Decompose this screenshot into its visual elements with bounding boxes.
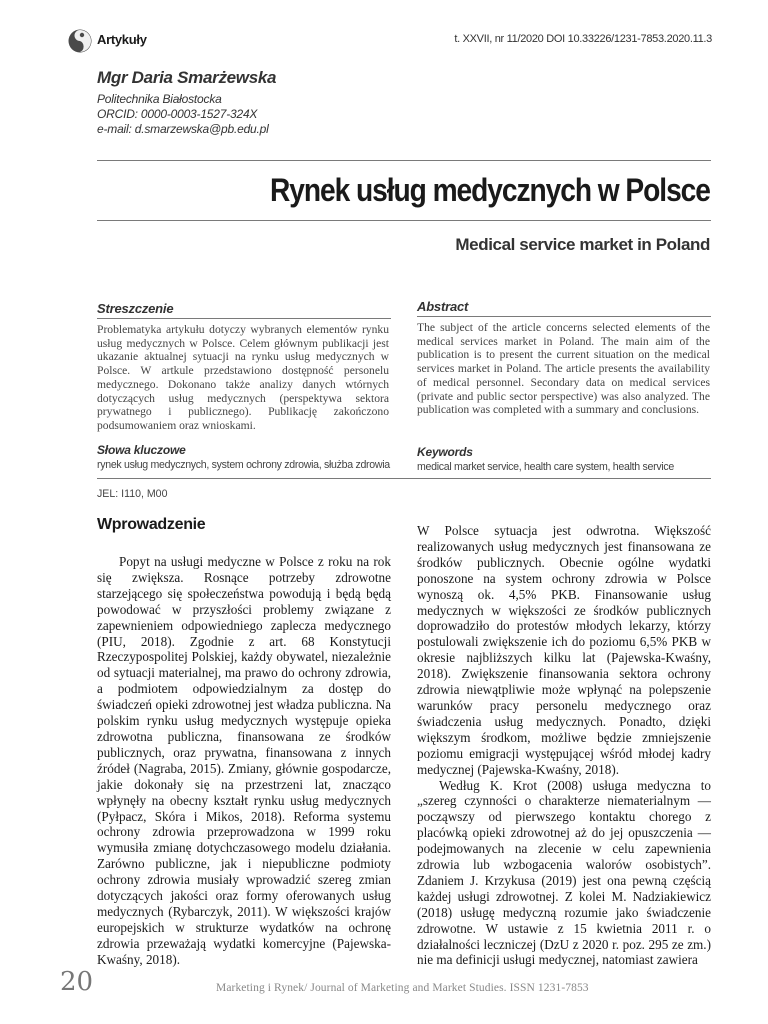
journal-footer: Marketing i Rynek/ Journal of Marketing and Market Studies. ISSN 1231-7853: [216, 982, 589, 994]
author-affiliation: Politechnika Białostocka: [97, 92, 222, 106]
issue-info: t. XXVII, nr 11/2020 DOI 10.33226/1231-7853.2020.11.3: [454, 33, 712, 45]
page-number: 20: [60, 967, 94, 997]
section-label: Artykuły: [97, 32, 147, 47]
divider-top: [97, 160, 711, 161]
summary-pl-heading: Streszczenie: [97, 301, 174, 316]
paragraph: Według K. Krot (2008) usługa medyczna to „szereg czynności o charakterze niematerialnym — począwszy od pierwszego kontaktu chorego z placówką opieki zdrowotnej aż do jej opuszczenia — podejmowanych na zlecenie w celu zapewnienia zdrowia lub wzbogacenia walorów osobistych”. Zdaniem J. Krzykusa (2019) jest ona pewną częścią każdej usługi zdrowotnej. Z kolei M. Nadziakiewicz (2018) usługę medyczną rozumie jako świadczenie zdrowotne. W ustawie z 15 kwietnia 2011 r. o działalności leczniczej (DzU z 2020 r. poz. 295 ze zm.) nie ma definicji usługi medycznej, natomiast zawiera: [417, 777, 711, 968]
body-column-left: [97, 554, 391, 968]
jel-codes: JEL: I110, M00: [97, 488, 168, 500]
author-name: Mgr Daria Smarżewska: [97, 68, 277, 87]
keywords-pl-heading: Słowa kluczowe: [97, 443, 186, 457]
keywords-pl-text: rynek usług medycznych, system ochrony zdrowia, służba zdrowia: [97, 459, 390, 471]
abstract-en-text: The subject of the article concerns selected elements of the medical services market in Poland. The main aim of the publication is to present the current situation on the medical services market in Poland. The article presents the availability of medical personnel. Secondary data on medical services (private and public sector perspective) was also analyzed. The publication was completed with a summary and conclusions.: [417, 321, 710, 417]
summary-pl-text: Problematyka artykułu dotyczy wybranych elementów rynku usług medycznych w Polsce. Celem głównym publikacji jest ukazanie aktualnej sytuacji na rynku usług medycznych w Polsce. W artkule przedstawiono dostępność personelu medycznego. Dokonano także analizy danych wtórnych dotyczących usług medycznych (perspektywa sektora prywatnego i publicznego). Publikację zakończono podsumowaniem oraz wnioskami.: [97, 323, 389, 432]
divider-abstract-en: [417, 316, 711, 317]
keywords-en-heading: Keywords: [417, 445, 473, 459]
abstract-en-heading: Abstract: [417, 299, 469, 314]
author-email: e-mail: d.smarzewska@pb.edu.pl: [97, 122, 269, 136]
body-column-right: [417, 523, 711, 968]
section-logo-icon: [68, 29, 92, 53]
article-title: Rynek usług medycznych w Polsce: [270, 172, 710, 208]
divider-title: [97, 220, 711, 221]
paragraph: W Polsce sytuacja jest odwrotna. Większość realizowanych usług medycznych jest finansowana ze środków publicznych. Obecnie ogólne wydatki ponoszone na system ochrony zdrowia w Polsce wynoszą ok. 4,5% PKB. Finansowanie usług medycznych w większości ze środków publicznych doprowadziło do protestów młodych lekarzy, którzy postulowali zwiększenie ich do poziomu 6,5% PKB w okresie najbliższych kilku lat (Pajewska-Kwaśny, 2018). Zwiększenie finansowania sektora ochrony zdrowia niewątpliwie może wpłynąć na polepszenie warunków pracy personelu medycznego oraz świadczenia usług medycznych. Ponadto, dzięki większym środkom, możliwe będzie zmniejszenie poziomu emigracji występującej wśród młodej kadry medycznej (Pajewska-Kwaśny, 2018).: [417, 523, 711, 777]
section-heading-intro: Wprowadzenie: [97, 516, 206, 533]
author-orcid: ORCID: 0000-0003-1527-324X: [97, 107, 258, 121]
article-subtitle: Medical service market in Poland: [455, 235, 710, 254]
divider-summary-pl: [97, 318, 391, 319]
divider-keywords: [97, 478, 711, 479]
paragraph: Popyt na usługi medyczne w Polsce z roku na rok się zwiększa. Rosnące potrzeby zdrowotne starzejącego się społeczeństwa powodują i będą będą powodować w przyszłości problemy związane z zapewnieniem odpowiedniego zaplecza medycznego (PIU, 2018). Zgodnie z art. 68 Konstytucji Rzeczypospolitej Polskiej, każdy obywatel, niezależnie od sytuacji materialnej, ma prawo do ochrony zdrowia, a podmiotem odpowiedzialnym za dostęp do świadczeń opieki zdrowotnej jest władza publiczna. Na polskim rynku usług medycznych występuje opieka zdrowotna publiczna, finansowana ze środków publicznych, oraz prywatna, finansowana z innych źródeł (Nagraba, 2015). Zmiany, głównie gospodarcze, jakie dokonały się na przestrzeni lat, znacząco wpłynęły na obecny kształt rynku usług medycznych (Pyłpacz, Skóra i Mikos, 2018). Reforma systemu ochrony zdrowia przeprowadzona w 1999 roku wymusiła zmianę dotychczasowego modelu działania. Zarówno publiczne, jak i niepubliczne podmioty ochrony zdrowia musiały wprowadzić szereg zmian dotyczących jakości oraz formy oferowanych usług medycznych (Rybarczyk, 2011). W większości krajów europejskich w strukturze wydatków na ochronę zdrowia przeważają wydatki komercyjne (Pajewska-Kwaśny, 2018).: [97, 554, 391, 967]
keywords-en-text: medical market service, health care system, health service: [417, 461, 674, 473]
